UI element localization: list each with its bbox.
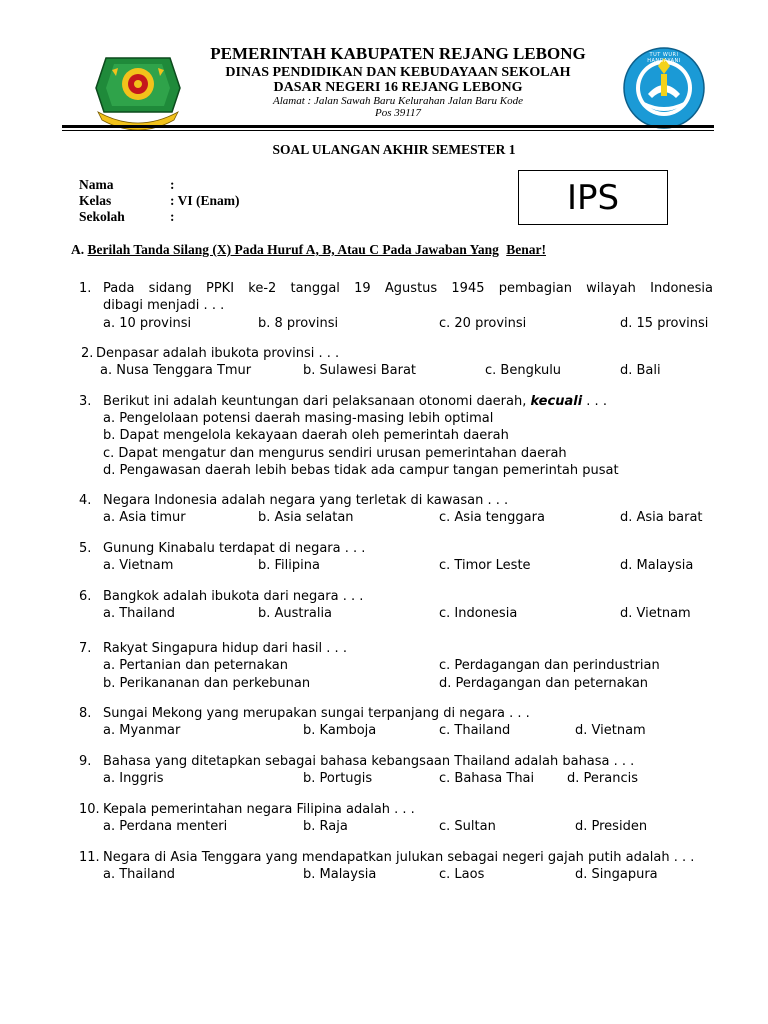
- answer-option: d. Singapura: [575, 867, 658, 882]
- header-line-3: DASAR NEGERI 16 REJANG LEBONG: [273, 80, 523, 95]
- answer-option: d. Presiden: [575, 819, 648, 834]
- question-text-tail: . . .: [582, 394, 607, 409]
- header-address-1: Alamat : Jalan Sawah Baru Kelurahan Jalan Baru Kode: [273, 95, 523, 107]
- answer-option: c. Dapat mengatur dan mengurus sendiri urusan pemerintahan daerah: [103, 446, 567, 461]
- answer-option: a. Inggris: [103, 771, 164, 786]
- question-text: Rakyat Singapura hidup dari hasil . . .: [103, 641, 347, 656]
- answer-option: b. Dapat mengelola kekayaan daerah oleh pemerintah daerah: [103, 428, 509, 443]
- question-number: 2.: [81, 346, 94, 361]
- answer-option: a. Pengelolaan potensi daerah masing-masing lebih optimal: [103, 411, 494, 426]
- sekolah-label: Sekolah: [79, 209, 125, 224]
- question-text: Negara di Asia Tenggara yang mendapatkan julukan sebagai negeri gajah putih adalah . . .: [103, 850, 695, 865]
- question-number: 4.: [79, 493, 92, 508]
- answer-option: b. Asia selatan: [258, 510, 354, 525]
- answer-option: d. Malaysia: [620, 558, 694, 573]
- answer-option: c. Thailand: [439, 723, 511, 738]
- answer-option: a. Vietnam: [103, 558, 174, 573]
- answer-option: a. Myanmar: [103, 723, 181, 738]
- answer-option: a. Nusa Tenggara Tmur: [100, 363, 252, 378]
- question-text: Kepala pemerintahan negara Filipina adalah . . .: [103, 802, 415, 817]
- answer-option: b. Malaysia: [303, 867, 377, 882]
- answer-option: d. Perancis: [567, 771, 638, 786]
- section-instruction: [71, 242, 546, 258]
- answer-option: b. Kamboja: [303, 723, 377, 738]
- answer-option: d. Asia barat: [620, 510, 703, 525]
- question-text: Negara Indonesia adalah negara yang terletak di kawasan . . .: [103, 493, 509, 508]
- answer-option: b. Sulawesi Barat: [303, 363, 417, 378]
- answer-option: b. Perikananan dan perkebunan: [103, 676, 311, 691]
- answer-option: c. Sultan: [439, 819, 496, 834]
- sekolah-value: :: [170, 209, 175, 224]
- answer-option: d. 15 provinsi: [620, 316, 709, 331]
- answer-option: b. 8 provinsi: [258, 316, 339, 331]
- answer-option: a. Pertanian dan peternakan: [103, 658, 288, 673]
- kelas-value: : VI (Enam): [170, 193, 240, 208]
- question-number: 3.: [79, 394, 92, 409]
- answer-option: c. Bengkulu: [485, 363, 562, 378]
- answer-option: d. Bali: [620, 363, 661, 378]
- answer-option: b. Portugis: [303, 771, 373, 786]
- answer-option: a. 10 provinsi: [103, 316, 192, 331]
- answer-option: c. Perdagangan dan perindustrian: [439, 658, 660, 673]
- nama-value: :: [170, 177, 175, 192]
- header-rule-thick: [62, 125, 714, 128]
- answer-option: d. Vietnam: [575, 723, 646, 738]
- section-instruction-text: Berilah Tanda Silang (X) Pada Huruf A, B, Atau C Pada Jawaban Yang: [87, 242, 499, 257]
- section-letter: A.: [71, 242, 85, 257]
- answer-option: a. Thailand: [103, 606, 176, 621]
- question-number: 5.: [79, 541, 92, 556]
- question-text-emphasis: kecuali: [530, 394, 583, 409]
- answer-option: c. Laos: [439, 867, 485, 882]
- question-text-continued: dibagi menjadi . . .: [103, 298, 225, 313]
- header-line-2: DINAS PENDIDIKAN DAN KEBUDAYAAN SEKOLAH: [225, 65, 571, 80]
- answer-option: a. Thailand: [103, 867, 176, 882]
- question-text: Bahasa yang ditetapkan sebagai bahasa kebangsaan Thailand adalah bahasa . . .: [103, 754, 635, 769]
- answer-option: c. Bahasa Thai: [439, 771, 535, 786]
- answer-option: d. Perdagangan dan peternakan: [439, 676, 649, 691]
- answer-option: b. Australia: [258, 606, 333, 621]
- subject-box: IPS: [518, 170, 668, 225]
- answer-option: d. Pengawasan daerah lebih bebas tidak ada campur tangan pemerintah pusat: [103, 463, 619, 478]
- kelas-label: Kelas: [79, 193, 112, 208]
- question-text: [103, 394, 607, 410]
- question-text: Pada sidang PPKI ke-2 tanggal 19 Agustus 1945 pembagian wilayah Indonesia: [103, 281, 713, 296]
- question-number: 7.: [79, 641, 92, 656]
- exam-title: SOAL ULANGAN AKHIR SEMESTER 1: [272, 142, 516, 157]
- header-address-2: Pos 39117: [375, 107, 421, 119]
- question-text: Denpasar adalah ibukota provinsi . . .: [96, 346, 340, 361]
- nama-label: Nama: [79, 177, 114, 192]
- answer-option: c. 20 provinsi: [439, 316, 527, 331]
- answer-option: a. Perdana menteri: [103, 819, 228, 834]
- question-text: Sungai Mekong yang merupakan sungai terpanjang di negara . . .: [103, 706, 530, 721]
- tutwuri-text: TUT WURI HANDAYANI: [647, 52, 681, 64]
- question-number: 6.: [79, 589, 92, 604]
- answer-option: b. Raja: [303, 819, 348, 834]
- question-number: 9.: [79, 754, 92, 769]
- answer-option: c. Timor Leste: [439, 558, 531, 573]
- question-text: Bangkok adalah ibukota dari negara . . .: [103, 589, 364, 604]
- question-number: 10.: [79, 802, 100, 817]
- answer-option: b. Filipina: [258, 558, 320, 573]
- answer-option: c. Asia tenggara: [439, 510, 545, 525]
- question-number: 1.: [79, 281, 92, 296]
- header-line-1: PEMERINTAH KABUPATEN REJANG LEBONG: [210, 44, 586, 63]
- question-text-main: Berikut ini adalah keuntungan dari pelaksanaan otonomi daerah,: [103, 394, 531, 409]
- question-number: 11.: [79, 850, 100, 865]
- question-number: 8.: [79, 706, 92, 721]
- answer-option: c. Indonesia: [439, 606, 518, 621]
- answer-option: d. Vietnam: [620, 606, 691, 621]
- question-text: Gunung Kinabalu terdapat di negara . . .: [103, 541, 366, 556]
- section-instruction-end: Benar!: [506, 242, 546, 257]
- answer-option: a. Asia timur: [103, 510, 186, 525]
- header-rule-thin: [62, 130, 714, 131]
